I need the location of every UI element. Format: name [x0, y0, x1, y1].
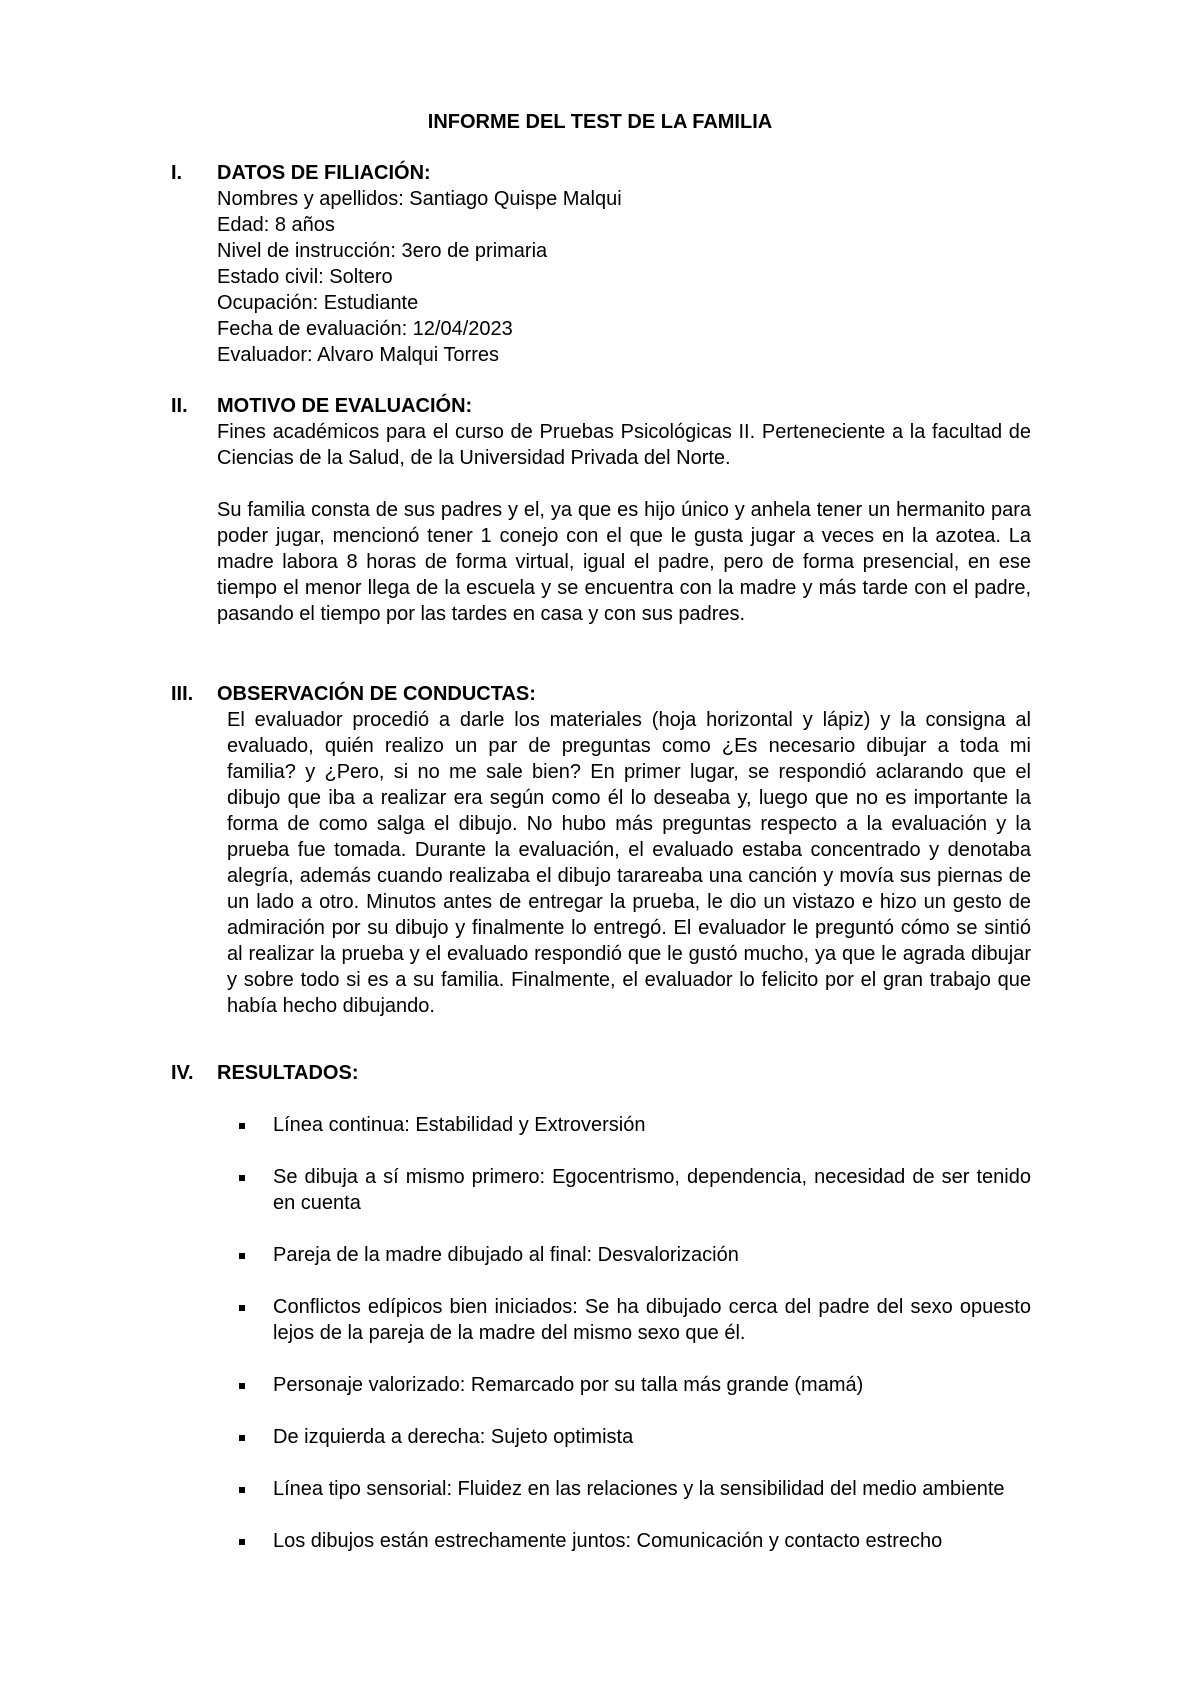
list-item: [217, 1528, 1031, 1554]
list-item-text: Se dibuja a sí mismo primero: Egocentrismo, dependencia, necesidad de ser tenido en cuenta: [273, 1166, 1031, 1214]
bullet-square-icon: [239, 1253, 245, 1259]
section-observacion-conductas: [171, 681, 1031, 1019]
section-motivo-evaluacion: [171, 393, 1031, 627]
results-list: [217, 1112, 1031, 1580]
bullet-square-icon: [239, 1305, 245, 1311]
list-item-text: Los dibujos están estrechamente juntos: Comunicación y contacto estrecho: [273, 1530, 943, 1552]
section-number: I.: [171, 162, 183, 184]
list-item-text: Línea continua: Estabilidad y Extroversión: [273, 1114, 646, 1136]
bullet-square-icon: [239, 1487, 245, 1493]
list-item: [217, 1164, 1031, 1216]
list-item: [217, 1424, 1031, 1450]
section-datos-filiacion: [171, 160, 1031, 368]
section-heading: [171, 1060, 1031, 1086]
list-item: [217, 1294, 1031, 1346]
field-evaluador: Evaluador: Alvaro Malqui Torres: [217, 344, 499, 366]
observacion-paragraph: El evaluador procedió a darle los materiales (hoja horizontal y lápiz) y la consigna al evaluado, quién realizo un par de preguntas como ¿Es necesario dibujar a toda mi familia? y ¿Pero, si no me sale bien? En primer lugar, se respondió aclarando que el dibujo que iba a realizar era según como él lo deseaba y, luego que no es importante la forma de como salga el dibujo. No hubo más preguntas respecto a la evaluación y la prueba fue tomada. Durante la evaluación, el evaluado estaba concentrado y denotaba alegría, además cuando realizaba el dibujo tarareaba una canción y movía sus piernas de un lado a otro. Minutos antes de entregar la prueba, le dio un vistazo e hizo un gesto de admiración por su dibujo y finalmente lo entregó. El evaluador le preguntó cómo se sintió al realizar la prueba y el evaluado respondió que le gustó mucho, ya que le agrada dibujar y sobre todo si es a su familia. Finalmente, el evaluador lo felicito por el gran trabajo que había hecho dibujando.: [227, 709, 1031, 1017]
section-title: RESULTADOS:: [217, 1062, 359, 1084]
motivo-paragraph: Fines académicos para el curso de Pruebas Psicológicas II. Perteneciente a la facultad de Ciencias de la Salud, de la Universidad Privada del Norte.: [217, 421, 1031, 469]
list-item-text: Pareja de la madre dibujado al final: Desvalorización: [273, 1244, 739, 1266]
familia-paragraph: Su familia consta de sus padres y el, ya que es hijo único y anhela tener un hermanito para poder jugar, mencionó tener 1 conejo con el que le gusta jugar a veces en la azotea. La madre labora 8 horas de forma virtual, igual el padre, pero de forma presencial, en ese tiempo el menor llega de la escuela y se encuentra con la madre y más tarde con el padre, pasando el tiempo por las tardes en casa y con sus padres.: [217, 499, 1031, 625]
list-item-text: Conflictos edípicos bien iniciados: Se ha dibujado cerca del padre del sexo opuesto lejos de la pareja de la madre del mismo sexo que él.: [273, 1296, 1031, 1344]
section-title: MOTIVO DE EVALUACIÓN:: [217, 395, 473, 417]
section-heading: [171, 681, 1031, 707]
list-item-text: Línea tipo sensorial: Fluidez en las relaciones y la sensibilidad del medio ambiente: [273, 1478, 1005, 1500]
filiation-fields: [217, 186, 1031, 368]
bullet-square-icon: [239, 1383, 245, 1389]
bullet-square-icon: [239, 1175, 245, 1181]
section-number: IV.: [171, 1062, 194, 1084]
section-resultados: [171, 1060, 1031, 1086]
bullet-square-icon: [239, 1435, 245, 1441]
field-nivel-instruccion: Nivel de instrucción: 3ero de primaria: [217, 240, 548, 262]
field-fecha-evaluacion: Fecha de evaluación: 12/04/2023: [217, 318, 513, 340]
section-heading: [171, 393, 1031, 419]
field-edad: Edad: 8 años: [217, 214, 335, 236]
field-estado-civil: Estado civil: Soltero: [217, 266, 393, 288]
list-item: [217, 1372, 1031, 1398]
section-title: OBSERVACIÓN DE CONDUCTAS:: [217, 683, 536, 705]
section-number: III.: [171, 683, 194, 705]
document-title: INFORME DEL TEST DE LA FAMILIA: [427, 111, 773, 133]
list-item: [217, 1476, 1031, 1502]
field-ocupacion: Ocupación: Estudiante: [217, 292, 419, 314]
list-item-text: De izquierda a derecha: Sujeto optimista: [273, 1426, 634, 1448]
bullet-square-icon: [239, 1539, 245, 1545]
section-number: II.: [171, 395, 188, 417]
list-item: [217, 1112, 1031, 1138]
section-heading: [171, 160, 1031, 186]
field-nombres: Nombres y apellidos: Santiago Quispe Malqui: [217, 188, 622, 210]
bullet-square-icon: [239, 1123, 245, 1129]
list-item-text: Personaje valorizado: Remarcado por su talla más grande (mamá): [273, 1374, 864, 1396]
section-title: DATOS DE FILIACIÓN:: [217, 162, 431, 184]
list-item: [217, 1242, 1031, 1268]
